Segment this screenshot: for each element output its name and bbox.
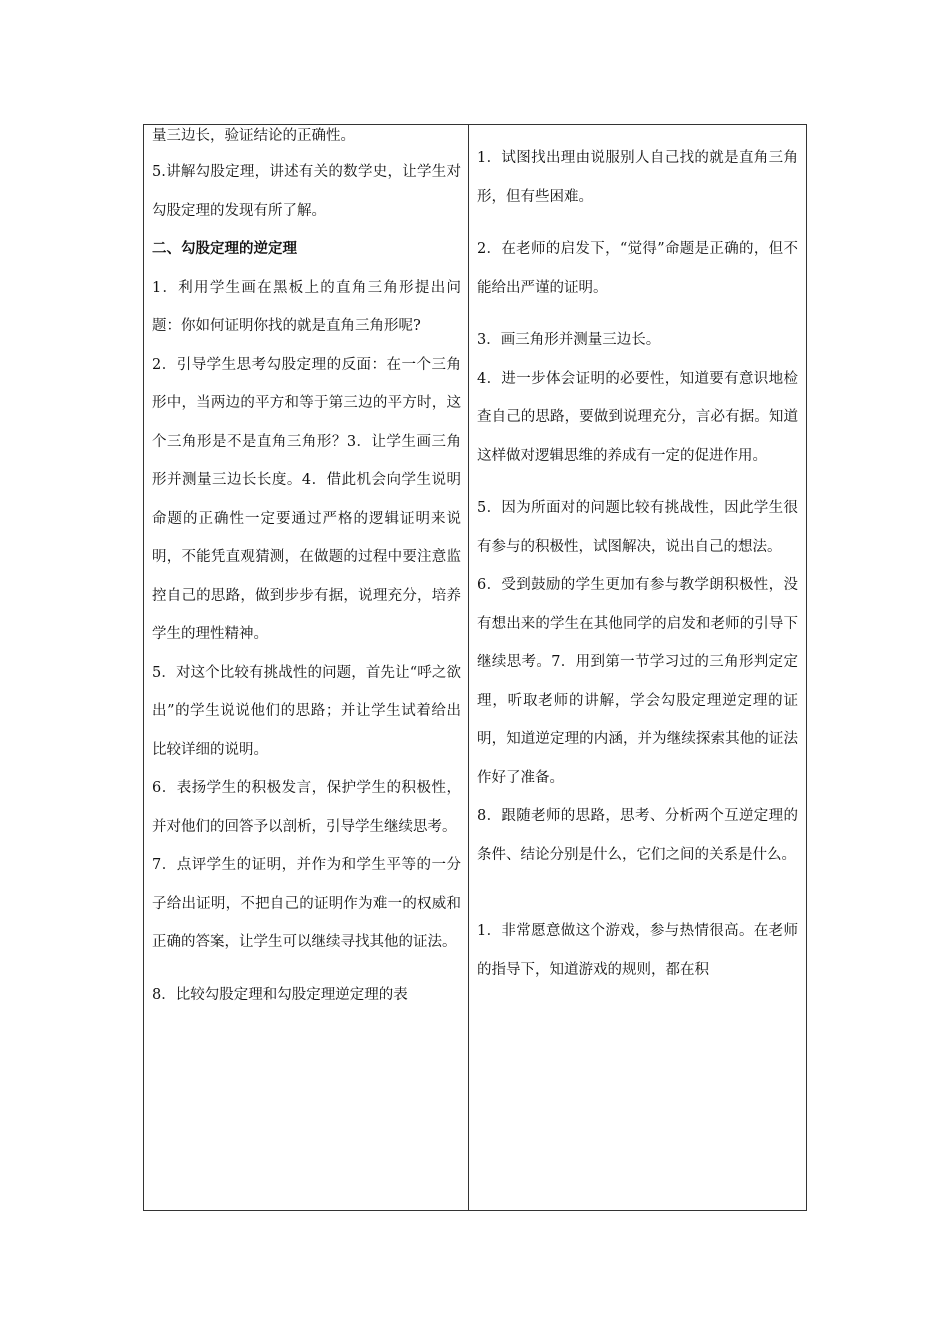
left-paragraph-5: 6．表扬学生的积极发言，保护学生的积极性，并对他们的回答予以剖析，引导学生继续思考。 bbox=[152, 780, 461, 835]
section-heading: 二、勾股定理的逆定理 bbox=[152, 240, 297, 257]
left-paragraph-7: 8．比较勾股定理和勾股定理逆定理的表 bbox=[152, 986, 408, 1003]
student-activity-column bbox=[469, 125, 806, 1210]
left-paragraph-0: 量三边长，验证结论的正确性。 bbox=[152, 128, 355, 144]
left-paragraph-2: 1．利用学生画在黑板上的直角三角形提出问题：你如何证明你找的就是直角三角形呢? bbox=[152, 279, 461, 334]
right-paragraph-7: 8．跟随老师的思路，思考、分析两个互逆定理的条件、结论分别是什么，它们之间的关系是什么。 bbox=[477, 808, 798, 863]
right-paragraph-5: 5．因为所面对的问题比较有挑战性，因此学生很有参与的积极性，试图解决，说出自己的想法。 bbox=[477, 500, 798, 555]
right-paragraph-8: 1．非常愿意做这个游戏，参与热情很高。在老师的指导下，知道游戏的规则，都在积 bbox=[477, 923, 798, 978]
right-paragraph-4: 4．进一步体会证明的必要性，知道要有意识地检查自己的思路，要做到说理充分，言必有据。知道这样做对逻辑思维的养成有一定的促进作用。 bbox=[477, 370, 798, 464]
lesson-table bbox=[143, 124, 807, 1211]
left-paragraph-1: 5.讲解勾股定理，讲述有关的数学史，让学生对勾股定理的发现有所了解。 bbox=[152, 164, 461, 219]
right-paragraph-2: 2．在老师的启发下，“觉得”命题是正确的，但不能给出严谨的证明。 bbox=[477, 241, 798, 296]
right-paragraph-3: 3．画三角形并测量三边长。 bbox=[477, 332, 661, 348]
right-paragraph-6: 6．受到鼓励的学生更加有参与教学朗积极性，没有想出来的学生在其他同学的启发和老师的引导下继续思考。7．用到第一节学习过的三角形判定定理，听取老师的讲解，学会勾股定理逆定理的证明，知道逆定理的内涵，并为继续探索其他的证法作好了准备。 bbox=[477, 577, 798, 786]
right-paragraph-1: 1．试图找出理由说服别人自己找的就是直角三角形，但有些困难。 bbox=[477, 150, 798, 205]
left-paragraph-6: 7．点评学生的证明，并作为和学生平等的一分子给出证明，不把自己的证明作为难一的权威和正确的答案，让学生可以继续寻找其他的证法。 bbox=[152, 857, 461, 950]
left-paragraph-4: 5．对这个比较有挑战性的问题，首先让“呼之欲出”的学生说说他们的思路；并让学生试着给出比较详细的说明。 bbox=[152, 664, 461, 758]
teacher-activity-column bbox=[144, 125, 468, 1210]
left-paragraph-3: 2．引导学生思考勾股定理的反面：在一个三角形中，当两边的平方和等于第三边的平方时，这个三角形是不是直角三角形？3．让学生画三角形并测量三边长长度。4．借此机会向学生说明命题的正确性一定要通过严格的逻辑证明来说明，不能凭直观猜测，在做题的过程中要注意监控自己的思路，做到步步有据，说理充分，培养学生的理性精神。 bbox=[152, 356, 461, 642]
